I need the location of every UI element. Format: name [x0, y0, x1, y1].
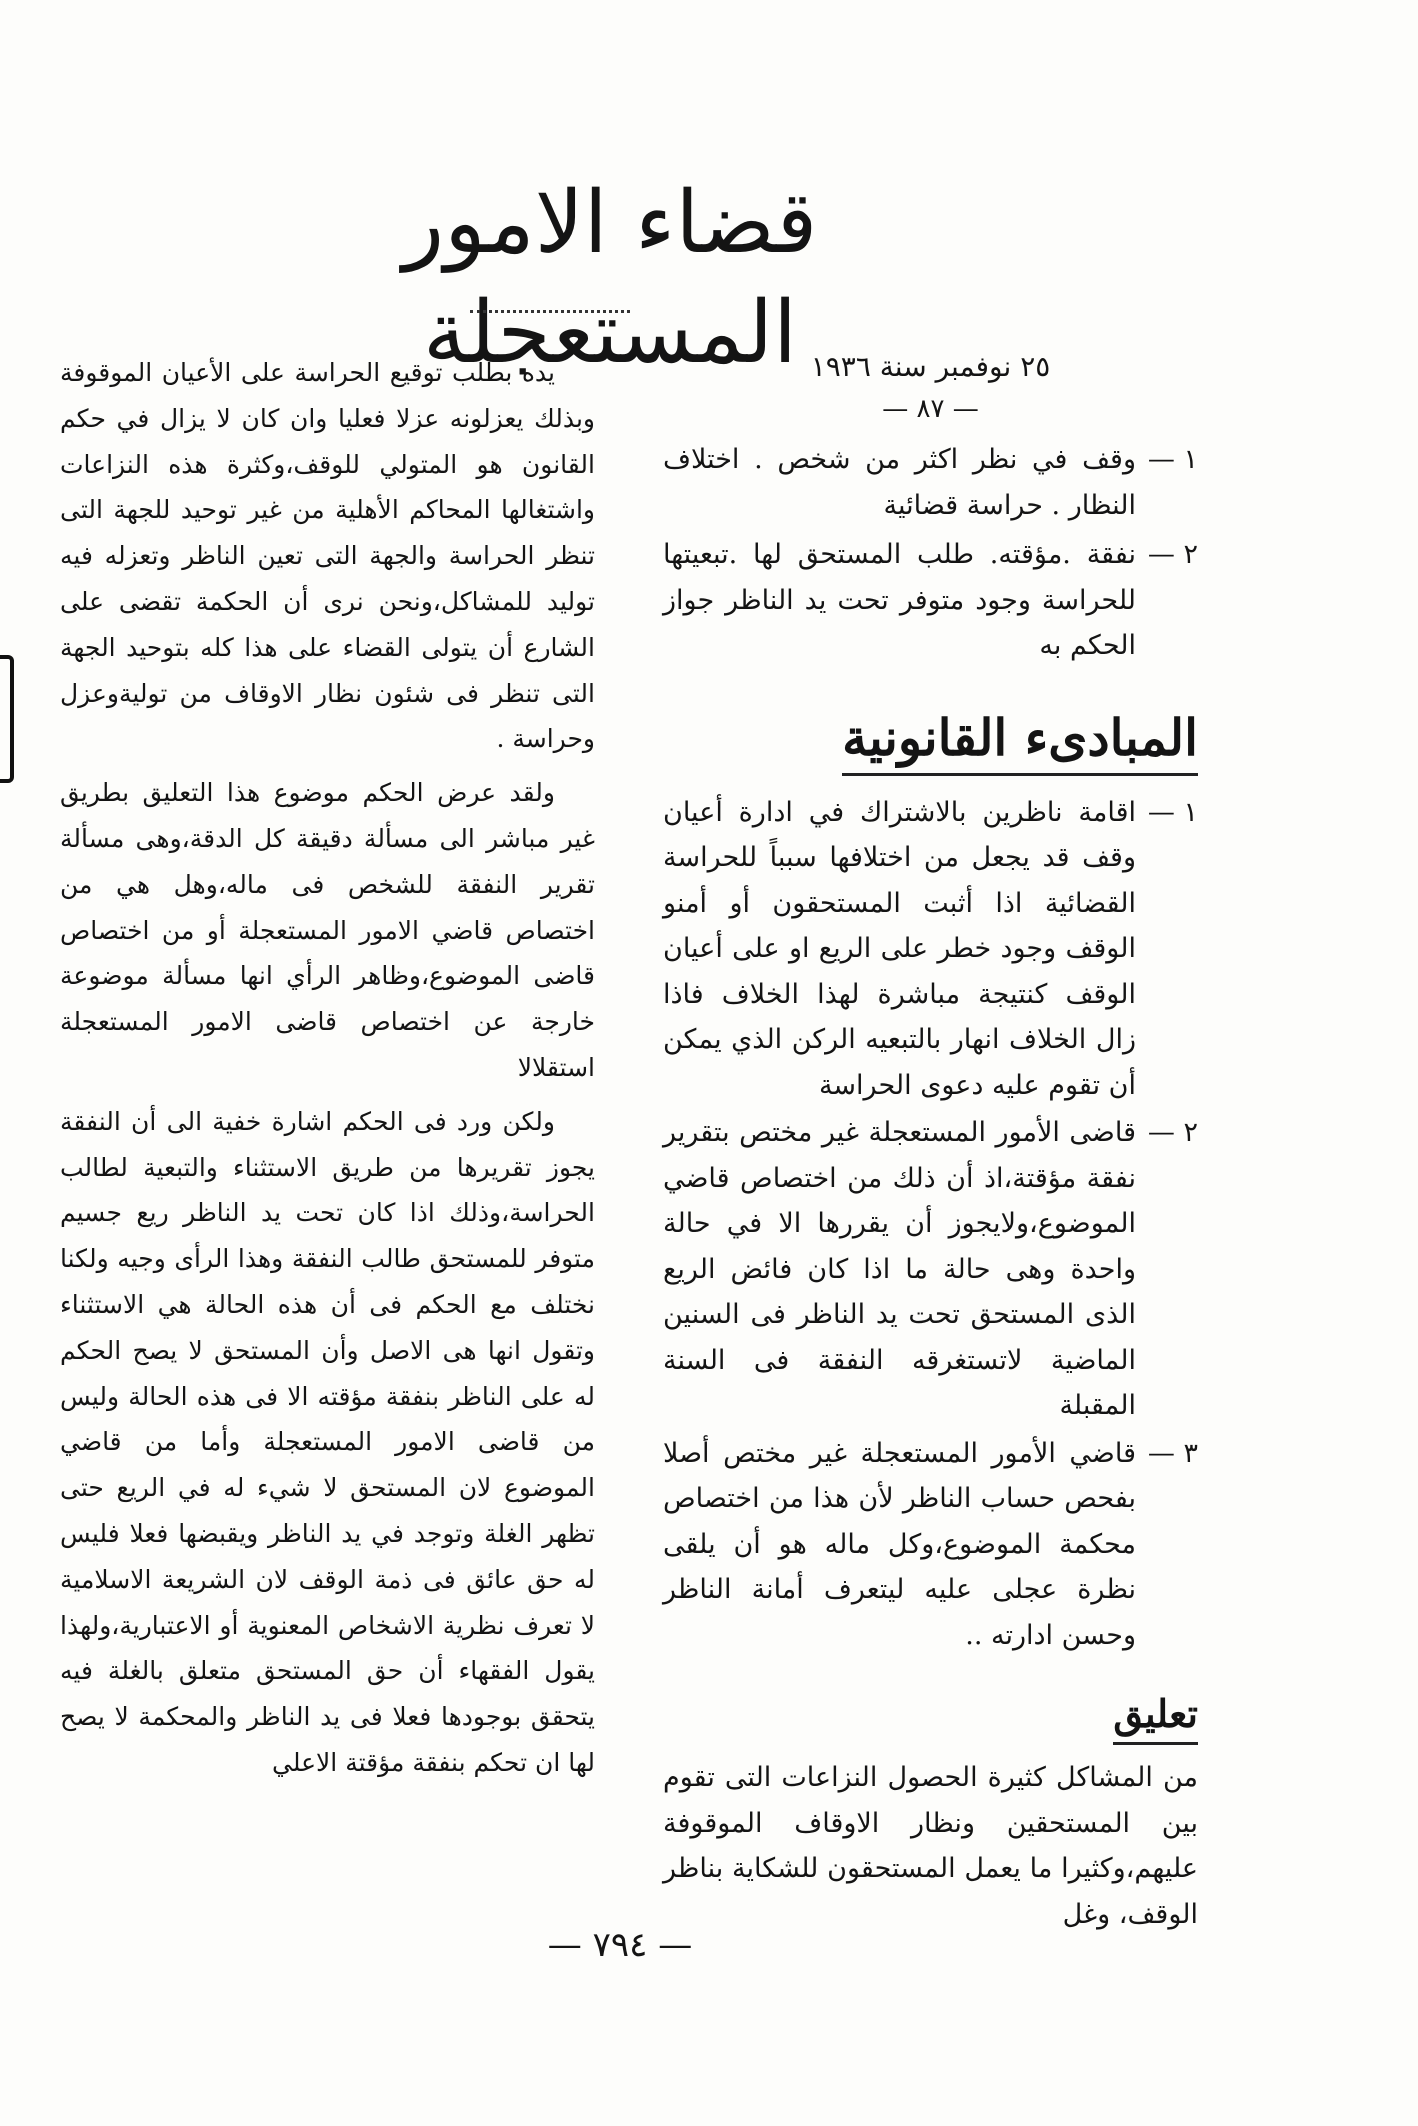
case-date: ٢٥ نوفمبر سنة ١٩٣٦ [810, 350, 1051, 383]
case-number: — ٨٧ — [882, 394, 979, 424]
principle-text: قاضي الأمور المستعجلة غير مختص أصلا بفحص حساب الناظر لأن هذا من اختصاص محكمة الموضوع،وكل ماله هو أن يلقى نظرة عجلى عليه ليتعرف أمانة الناظر وحسن ادارته .. [663, 1437, 1136, 1651]
summary-item-number: ١ — [1147, 444, 1198, 475]
summary-item-text: نفقة .مؤقته. طلب المستحق لها .تبعيتها للحراسة وجود متوفر تحت يد الناظر جواز الحكم به [663, 539, 1136, 661]
principle-number: ٣ — [1147, 1437, 1198, 1469]
body-paragraph: يده بطلب توقيع الحراسة على الأعيان الموقوفة وبذلك يعزلونه عزلا فعليا وان كان لا يزال في حكم القانون هو المتولي للوقف،وكثرة هذه النزاعات واشتغالها المحاكم الأهلية من غير توحيد للجهة التى تنظر الحراسة والجهة التى تعين الناظر وتعزله فيه توليد للمشاكل،ونحن نرى أن الحكمة تقضى على الشارع أن يتولى القضاء على هذا كله بتوحيد الجهة التى تنظر فى شئون نظار الاوقاف من توليةوعزل وحراسة . [60, 358, 595, 754]
margin-bracket-mark [0, 655, 14, 783]
comment-heading: تعليق [1113, 1686, 1198, 1745]
left-column [60, 350, 595, 1794]
right-column [663, 345, 1198, 1937]
page-title: قضاء الامور المستعجلة [402, 173, 818, 383]
summary-item [663, 437, 1198, 528]
summary-item-text: وقف في نظر اكثر من شخص . اختلاف النظار . حراسة قضائية [663, 444, 1136, 521]
principles-heading: المبادىء القانونية [842, 703, 1198, 776]
summary-item-number: ٢ — [1147, 539, 1198, 570]
principle-text: قاضى الأمور المستعجلة غير مختص بتقرير نفقة مؤقتة،اذ أن ذلك من اختصاص قاضي الموضوع،ولايجوز أن يقررها الا في حالة واحدة وهى حالة ما اذا كان فائض الريع الذى المستحق تحت يد الناظر فى السنين الماضية لاتستغرقه النفقة فى السنة المقبلة [663, 1117, 1136, 1421]
page-number: — ٧٩٤ — [547, 1925, 693, 1965]
principle-item [663, 790, 1198, 1109]
principle-number: ٢ — [1147, 1117, 1198, 1148]
title-divider [470, 310, 630, 313]
case-summary [663, 437, 1198, 669]
legal-principles [663, 790, 1198, 1659]
body-paragraph: ولكن ورد فى الحكم اشارة خفية الى أن النفقة يجوز تقريرها من طريق الاستثناء والتبعية لطالب الحراسة،وذلك اذا كان تحت يد الناظر ريع جسيم متوفر للمستحق طالب النفقة وهذا الرأى وجيه ولكنا نختلف مع الحكم فى أن هذه الحالة هي الاستثناء وتقول انها هى الاصل وأن المستحق لا يصح الحكم له على الناظر بنفقة مؤقته الا فى هذه الحالة وليس من قاضى الامور المستعجلة وأما من قاضي الموضوع لان المستحق لا شيء له في الريع حتى تظهر الغلة وتوجد في يد الناظر ويقبضها فعلا فليس له حق عائق فى ذمة الوقف لان الشريعة الاسلامية لا تعرف نظرية الاشخاص المعنوية أو الاعتبارية،ولهذا يقول الفقهاء أن حق المستحق متعلق بالغلة فيه يتحقق بوجودها فعلا فى يد الناظر والمحكمة لا يصح لها ان تحكم بنفقة مؤقتة الاعلي [60, 1106, 595, 1777]
principle-number: ١ — [1147, 796, 1198, 828]
body-paragraph: ولقد عرض الحكم موضوع هذا التعليق بطريق غير مباشر الى مسألة دقيقة كل الدقة،وهى مسألة تقرير النفقة للشخص فى ماله،وهل هي من اختصاص قاضي الامور المستعجلة أو من اختصاص قاضى الموضوع،وظاهر الرأي انها مسألة موضوعة خارجة عن اختصاص قاضى الامور المستعجلة استقلالا [60, 778, 595, 1082]
principle-item [663, 1431, 1198, 1659]
principle-text: اقامة ناظرين بالاشتراك في ادارة أعيان وقف قد يجعل من اختلافها سبباً للحراسة القضائية اذا أثبت المستحقون أو أمنو الوقف وجود خطر على الريع او على أعيان الوقف كنتيجة مباشرة لهذا الخلاف فاذا زال الخلاف انهار بالتبعيه الركن الذي يمكن أن تقوم عليه دعوى الحراسة [663, 796, 1136, 1101]
summary-item [663, 532, 1198, 669]
comment-text: من المشاكل كثيرة الحصول النزاعات التى تقوم بين المستحقين ونظار الاوقاف الموقوفة عليهم،وكثيرا ما يعمل المستحقون للشكاية بناظر الوقف، وغل [663, 1762, 1198, 1930]
principle-item [663, 1110, 1198, 1429]
